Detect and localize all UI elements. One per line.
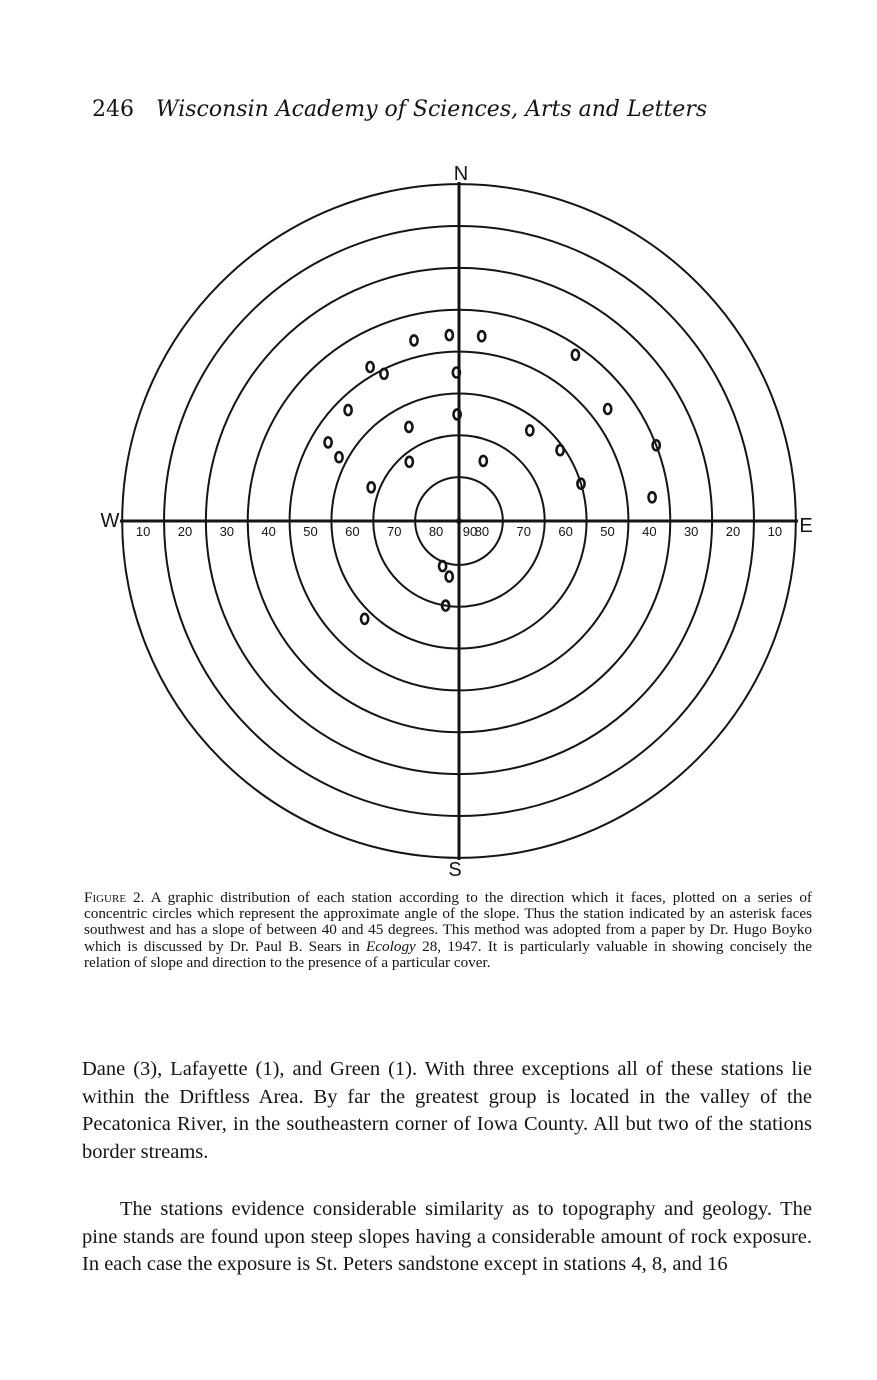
caption-text-end: 28, 1947. It is particularly valuable in showing concisely the relation of slope and direction to the presence of a particular cover. bbox=[84, 937, 813, 971]
station-point bbox=[572, 350, 579, 360]
tick-west-50: 50 bbox=[303, 524, 318, 539]
tick-west-40: 40 bbox=[261, 524, 276, 539]
station-point bbox=[454, 409, 461, 419]
tick-west-80: 80 bbox=[428, 524, 444, 539]
tick-west-30: 30 bbox=[219, 524, 235, 539]
station-point bbox=[526, 425, 533, 435]
station-point bbox=[406, 457, 413, 467]
tick-east-60: 60 bbox=[558, 524, 573, 539]
figure-label: Figure 2. bbox=[84, 889, 145, 906]
caption-text: A graphic distribution of each station according to the direction which it faces, plotted on a series of concentric circles which represent the approximate angle of the slope. Thus the station indicated by an asterisk faces southwest and has a slope of between 40 and 45 degrees. This method was adopted from a paper by Dr. Hugo Boyko which is discussed by Dr. Paul B. Sears in bbox=[84, 889, 812, 955]
station-point bbox=[325, 437, 332, 447]
station-point bbox=[405, 422, 412, 432]
station-point bbox=[368, 482, 375, 492]
tick-east-90: 90 bbox=[462, 524, 478, 539]
station-point bbox=[453, 368, 460, 378]
station-point bbox=[410, 335, 417, 345]
station-point bbox=[335, 452, 342, 462]
caption-journal-name: Ecology bbox=[366, 937, 416, 955]
page-number: 246 bbox=[92, 97, 134, 122]
tick-west-20: 20 bbox=[177, 524, 193, 539]
compass-east: E bbox=[799, 515, 813, 537]
station-point bbox=[478, 331, 485, 341]
tick-east-10: 10 bbox=[767, 524, 783, 539]
station-point bbox=[367, 362, 374, 372]
figure-caption bbox=[84, 890, 812, 971]
compass-north: N bbox=[453, 163, 469, 185]
station-point bbox=[361, 614, 368, 624]
tick-east-80: 80 bbox=[474, 524, 490, 539]
tick-east-20: 20 bbox=[725, 524, 741, 539]
tick-east-40: 40 bbox=[642, 524, 657, 539]
station-point bbox=[649, 492, 656, 502]
compass-axes bbox=[120, 182, 798, 860]
journal-title: Wisconsin Academy of Sciences, Arts and Letters bbox=[156, 97, 708, 122]
body-paragraph-2: The stations evidence considerable similarity as to topography and geology. The pine stands are found upon steep slopes having a considerable amount of rock exposure. In each case the exposure is St. Peters sandstone except in stations 4, 8, and 16 bbox=[82, 1198, 812, 1275]
station-point bbox=[557, 445, 564, 455]
compass-west: W bbox=[100, 510, 120, 532]
tick-east-70: 70 bbox=[516, 524, 532, 539]
tick-west-70: 70 bbox=[386, 524, 402, 539]
station-point bbox=[446, 572, 453, 582]
station-point bbox=[604, 404, 611, 414]
station-point bbox=[480, 456, 487, 466]
station-point bbox=[446, 330, 453, 340]
station-point bbox=[345, 405, 352, 415]
running-header bbox=[92, 96, 792, 124]
station-point bbox=[380, 369, 387, 379]
tick-west-60: 60 bbox=[345, 524, 360, 539]
polar-slope-direction-chart bbox=[0, 150, 877, 885]
compass-south: S bbox=[448, 859, 462, 881]
tick-east-30: 30 bbox=[683, 524, 699, 539]
tick-west-10: 10 bbox=[135, 524, 151, 539]
body-paragraph-1: Dane (3), Lafayette (1), and Green (1). With three exceptions all of these stations lie within the Driftless Area. By far the greatest group is located in the valley of the Pecatonica River, in the southeastern corner of Iowa County. All but two of the stations border streams. bbox=[82, 1058, 812, 1163]
tick-east-50: 50 bbox=[600, 524, 615, 539]
